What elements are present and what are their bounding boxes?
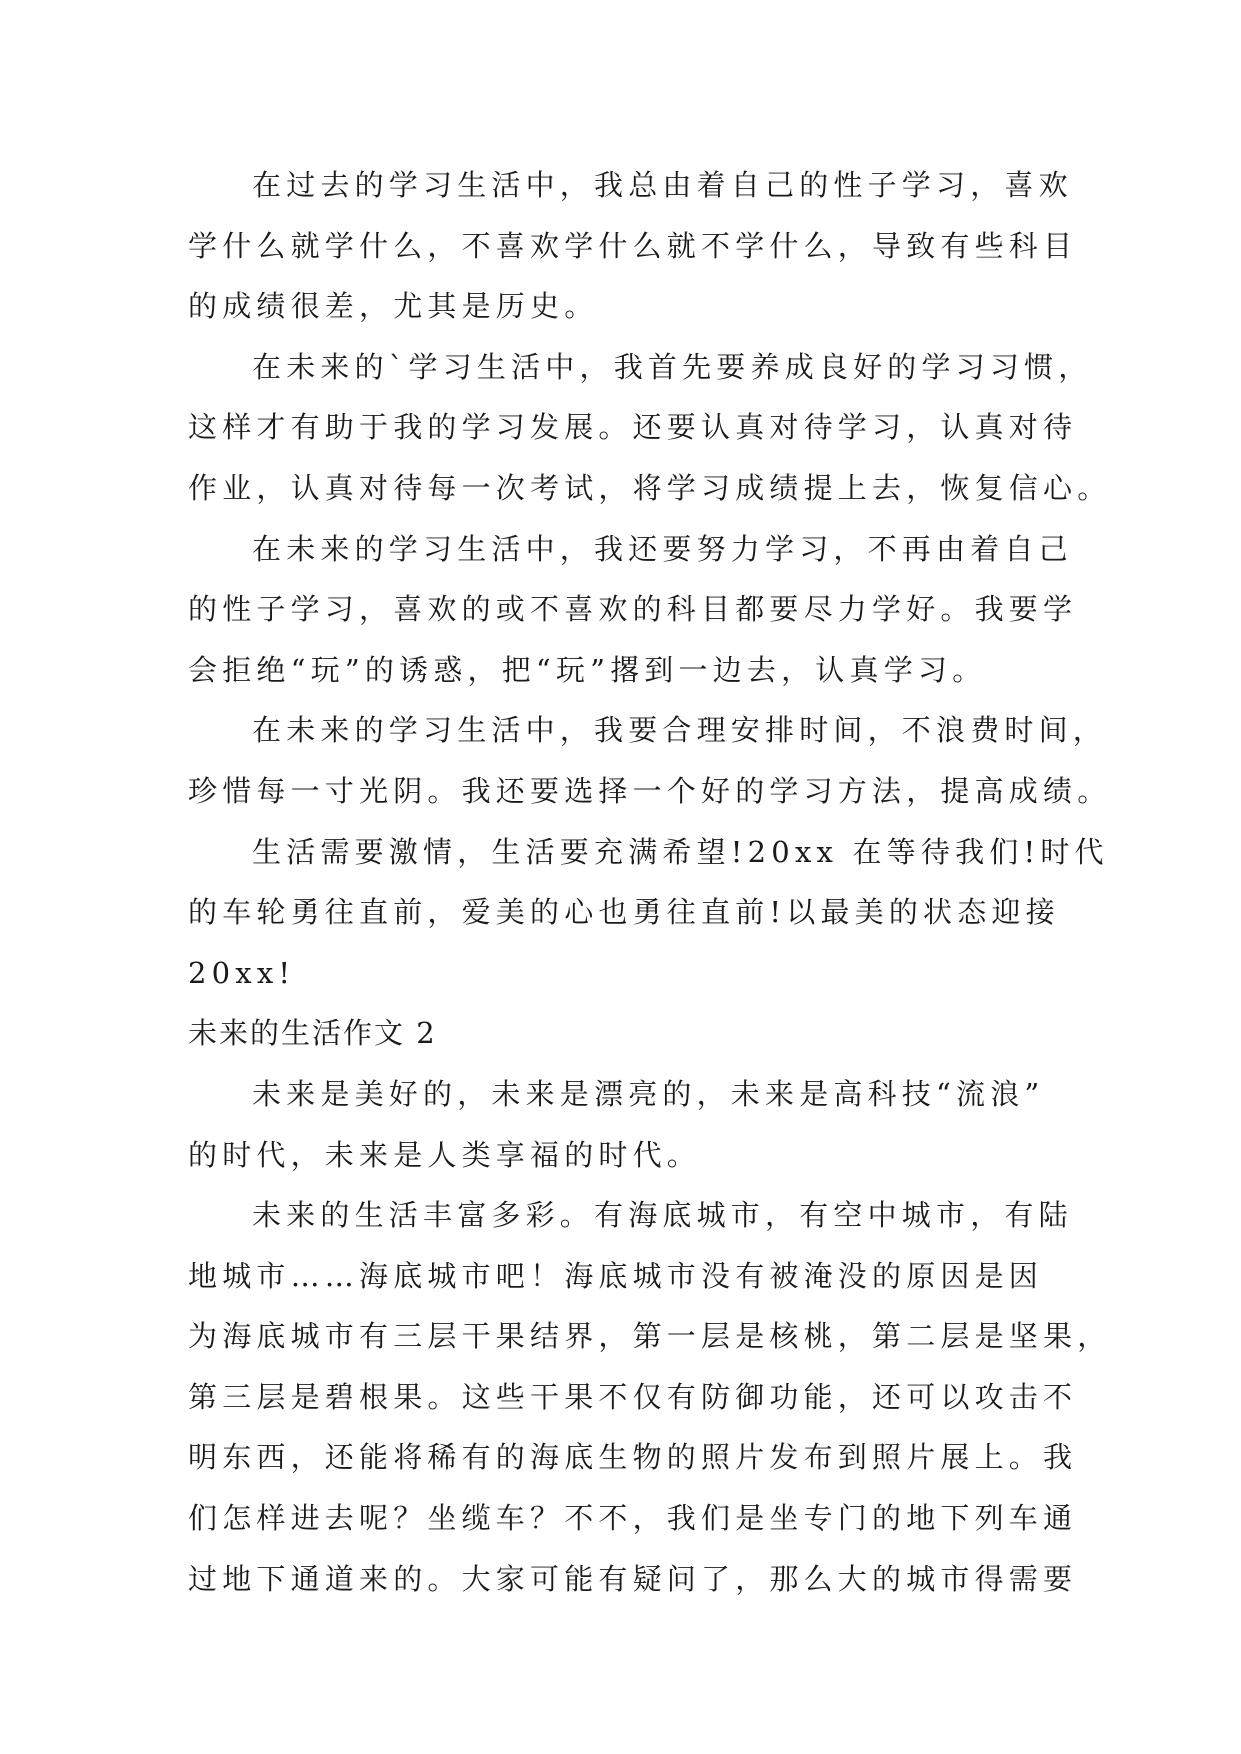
text-line: 在未来的学习生活中，我要合理安排时间，不浪费时间， — [252, 713, 1108, 748]
text-line: 的时代，未来是人类享福的时代。 — [188, 1137, 702, 1172]
text-line: 会拒绝“玩”的诱惑，把“玩”撂到一边去，认真学习。 — [188, 652, 987, 687]
text-line: 在过去的学习生活中，我总由着自己的性子学习，喜欢 — [252, 168, 1073, 202]
section-heading: 未来的生活作文 2 — [188, 1016, 437, 1051]
text-line: 在未来的学习生活中，我还要努力学习，不再由着自己 — [252, 531, 1073, 566]
text-line: 作业，认真对待每一次考试，将学习成绩提上去，恢复信心。 — [188, 470, 1112, 505]
text-line: 地城市……海底城市吧！海底城市没有被淹没的原因是因 — [188, 1258, 1044, 1293]
text-line: 明东西，还能将稀有的海底生物的照片发布到照片展上。我 — [188, 1440, 1078, 1475]
text-line: 这样才有助于我的学习发展。还要认真对待学习，认真对待 — [188, 410, 1078, 445]
text-line: 的车轮勇往直前，爱美的心也勇往直前!以最美的状态迎接 — [188, 895, 1060, 930]
text-line: 为海底城市有三层干果结界，第一层是核桃，第二层是坚果， — [188, 1319, 1112, 1354]
text-line: 在未来的`学习生活中，我首先要养成良好的学习习惯， — [252, 349, 1093, 384]
text-line: 生活需要激情，生活要充满希望!20xx 在等待我们!时代 — [252, 834, 1109, 869]
text-line: 未来是美好的，未来是漂亮的，未来是高科技“流浪” — [252, 1076, 1045, 1111]
text-line: 20xx! — [188, 955, 296, 990]
text-line: 未来的生活丰富多彩。有海底城市，有空中城市，有陆 — [252, 1198, 1073, 1233]
text-line: 的成绩很差，尤其是历史。 — [188, 289, 599, 324]
text-line: 第三层是碧根果。这些干果不仅有防御功能，还可以攻击不 — [188, 1379, 1078, 1414]
text-line: 们怎样进去呢？坐缆车？不不，我们是坐专门的地下列车通 — [188, 1501, 1078, 1536]
text-line: 珍惜每一寸光阴。我还要选择一个好的学习方法，提高成绩。 — [188, 773, 1112, 808]
text-line: 过地下通道来的。大家可能有疑问了，那么大的城市得需要 — [188, 1561, 1078, 1596]
text-line: 的性子学习，喜欢的或不喜欢的科目都要尽力学好。我要学 — [188, 592, 1078, 627]
text-line: 学什么就学什么，不喜欢学什么就不学什么，导致有些科目 — [188, 228, 1078, 263]
document-body — [188, 155, 1112, 1609]
